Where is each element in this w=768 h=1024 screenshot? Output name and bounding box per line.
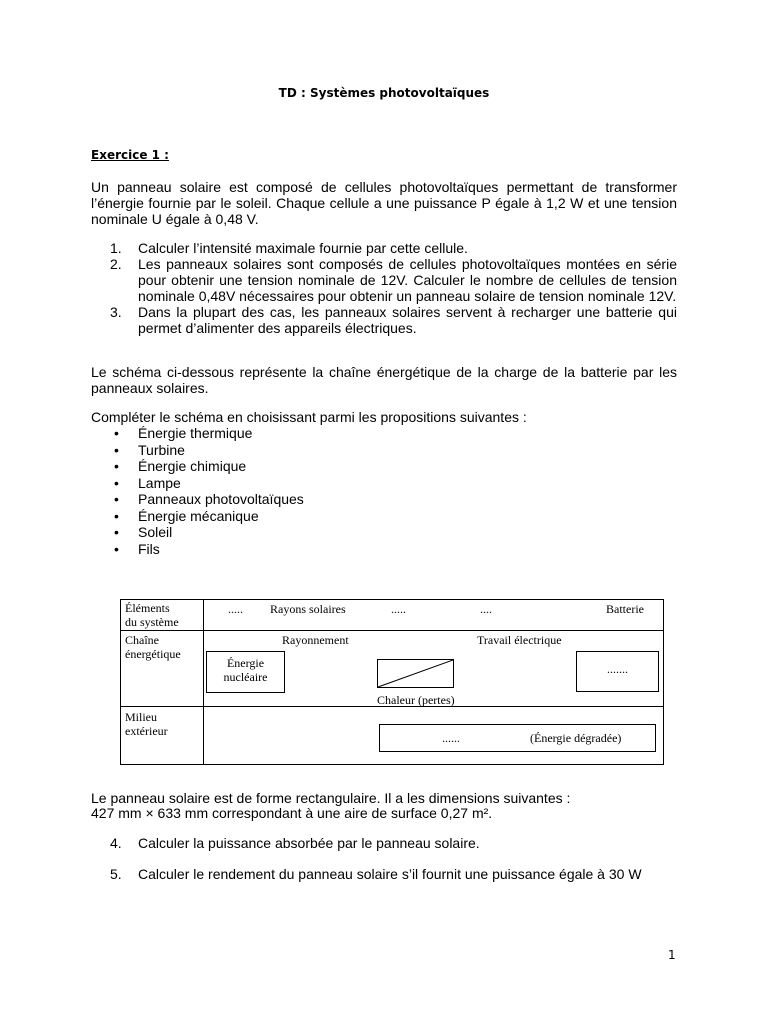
energy-rayonnement: Rayonnement	[282, 633, 349, 647]
table-border-bottom	[120, 764, 664, 765]
question-text: Calculer la puissance absorbée par le panneau solaire.	[138, 835, 480, 851]
question-number: 2.	[110, 256, 122, 272]
energy-chain-schema	[120, 599, 664, 765]
blank-dots: ....	[480, 602, 492, 616]
bullet-icon: •	[114, 524, 119, 540]
energy-chaleur-pertes: Chaleur (pertes)	[377, 693, 455, 707]
table-border-left	[120, 599, 121, 765]
table-border-top	[120, 599, 664, 600]
bullet-icon: •	[114, 507, 119, 524]
bullet-icon: •	[114, 474, 119, 491]
exercise-heading: Exercice 1 :	[91, 148, 169, 162]
box-blank-converter	[377, 659, 454, 688]
proposition-text: Énergie mécanique	[138, 507, 259, 524]
panel-dimensions-line-2: 427 mm × 633 mm correspondant à une aire de surface 0,27 m².	[91, 805, 493, 821]
box-blank-right	[576, 651, 659, 692]
complete-instruction: Compléter le schéma en choisissant parmi les propositions suivantes :	[91, 409, 527, 425]
question-item	[110, 304, 677, 336]
energy-travail-electrique: Travail électrique	[477, 633, 562, 647]
box-text: ......	[442, 731, 460, 745]
question-number: 5.	[110, 866, 122, 882]
bullet-icon: •	[114, 540, 119, 557]
page-title: TD : Systèmes photovoltaïques	[278, 86, 490, 100]
question-text: Calculer l’intensité maximale fournie par cette cellule.	[138, 240, 468, 256]
table-row-divider	[120, 630, 664, 631]
questions-list-3	[110, 866, 677, 882]
schema-intro-paragraph: Le schéma ci-dessous représente la chaîne énergétique de la charge de la batterie par les panneaux solaires.	[91, 364, 677, 396]
proposition-text: Lampe	[138, 474, 181, 491]
box-text: (Énergie dégradée)	[530, 731, 622, 745]
proposition-text: Énergie chimique	[138, 458, 247, 474]
page-number: 1	[668, 948, 676, 962]
row-label-chaine: Chaîne	[125, 633, 159, 647]
questions-list-2	[110, 835, 677, 851]
list-item	[114, 524, 304, 541]
question-text: Dans la plupart des cas, les panneaux solaires servent à recharger une batterie qui permet d’alimenter des appareils électriques.	[138, 304, 677, 336]
bullet-icon: •	[114, 458, 119, 474]
blank-dots: .....	[228, 602, 243, 616]
question-item	[110, 240, 677, 256]
bullet-icon: •	[114, 441, 119, 458]
question-number: 3.	[110, 304, 122, 320]
question-text: Les panneaux solaires sont composés de cellules photovoltaïques montées en série pour obtenir une tension nominale de 12V. Calculer le nombre de cellules de tension nominale 0,48V nécessaires pour obtenir un panneau solaire de tension nominale 12V.	[138, 256, 677, 304]
proposition-text: Soleil	[138, 524, 173, 540]
proposition-text: Énergie thermique	[138, 425, 253, 441]
intro-paragraph: Un panneau solaire est composé de cellules photovoltaïques permettant de transformer l’énergie fournie par le soleil. Chaque cellule a une puissance P égale à 1,2 W et une tension nominale U égale à 0,48 V.	[91, 179, 677, 227]
question-item	[110, 866, 677, 882]
panel-dimensions-line-1: Le panneau solaire est de forme rectangulaire. Il a les dimensions suivantes :	[91, 790, 571, 806]
box-text: .......	[607, 662, 628, 676]
table-border-right	[663, 599, 664, 765]
questions-list-1	[110, 240, 677, 336]
box-text: Énergie	[226, 656, 265, 670]
proposition-text: Turbine	[138, 441, 185, 458]
row-label-chaine-2: énergétique	[125, 647, 181, 661]
question-number: 1.	[110, 240, 122, 256]
question-number: 4.	[110, 835, 122, 851]
list-item	[114, 458, 304, 475]
question-item	[110, 256, 677, 304]
list-item	[114, 491, 304, 508]
element-batterie: Batterie	[606, 602, 644, 616]
proposition-text: Panneaux photovoltaïques	[138, 491, 304, 507]
proposition-text: Fils	[138, 540, 160, 557]
blank-dots: .....	[391, 602, 406, 616]
list-item	[114, 425, 304, 442]
list-item	[114, 541, 304, 558]
box-text: nucléaire	[223, 670, 268, 684]
row-label-milieu: Milieu	[125, 710, 157, 724]
box-energie-degradee	[379, 724, 656, 752]
element-rayons-solaires: Rayons solaires	[270, 602, 346, 616]
bullet-icon: •	[114, 491, 119, 507]
question-text: Calculer le rendement du panneau solaire s’il fournit une puissance égale à 30 W	[138, 866, 642, 882]
diagonal-line	[378, 660, 453, 687]
row-label-elements-2: du système	[125, 615, 179, 629]
box-energie-nucleaire	[206, 651, 285, 693]
question-item	[110, 835, 677, 851]
list-item	[114, 508, 304, 525]
propositions-list	[114, 425, 304, 557]
list-item	[114, 475, 304, 492]
bullet-icon: •	[114, 425, 119, 441]
row-label-elements: Éléments	[125, 601, 170, 615]
list-item	[114, 442, 304, 459]
row-label-milieu-2: extérieur	[125, 724, 168, 738]
table-column-divider	[203, 599, 204, 765]
